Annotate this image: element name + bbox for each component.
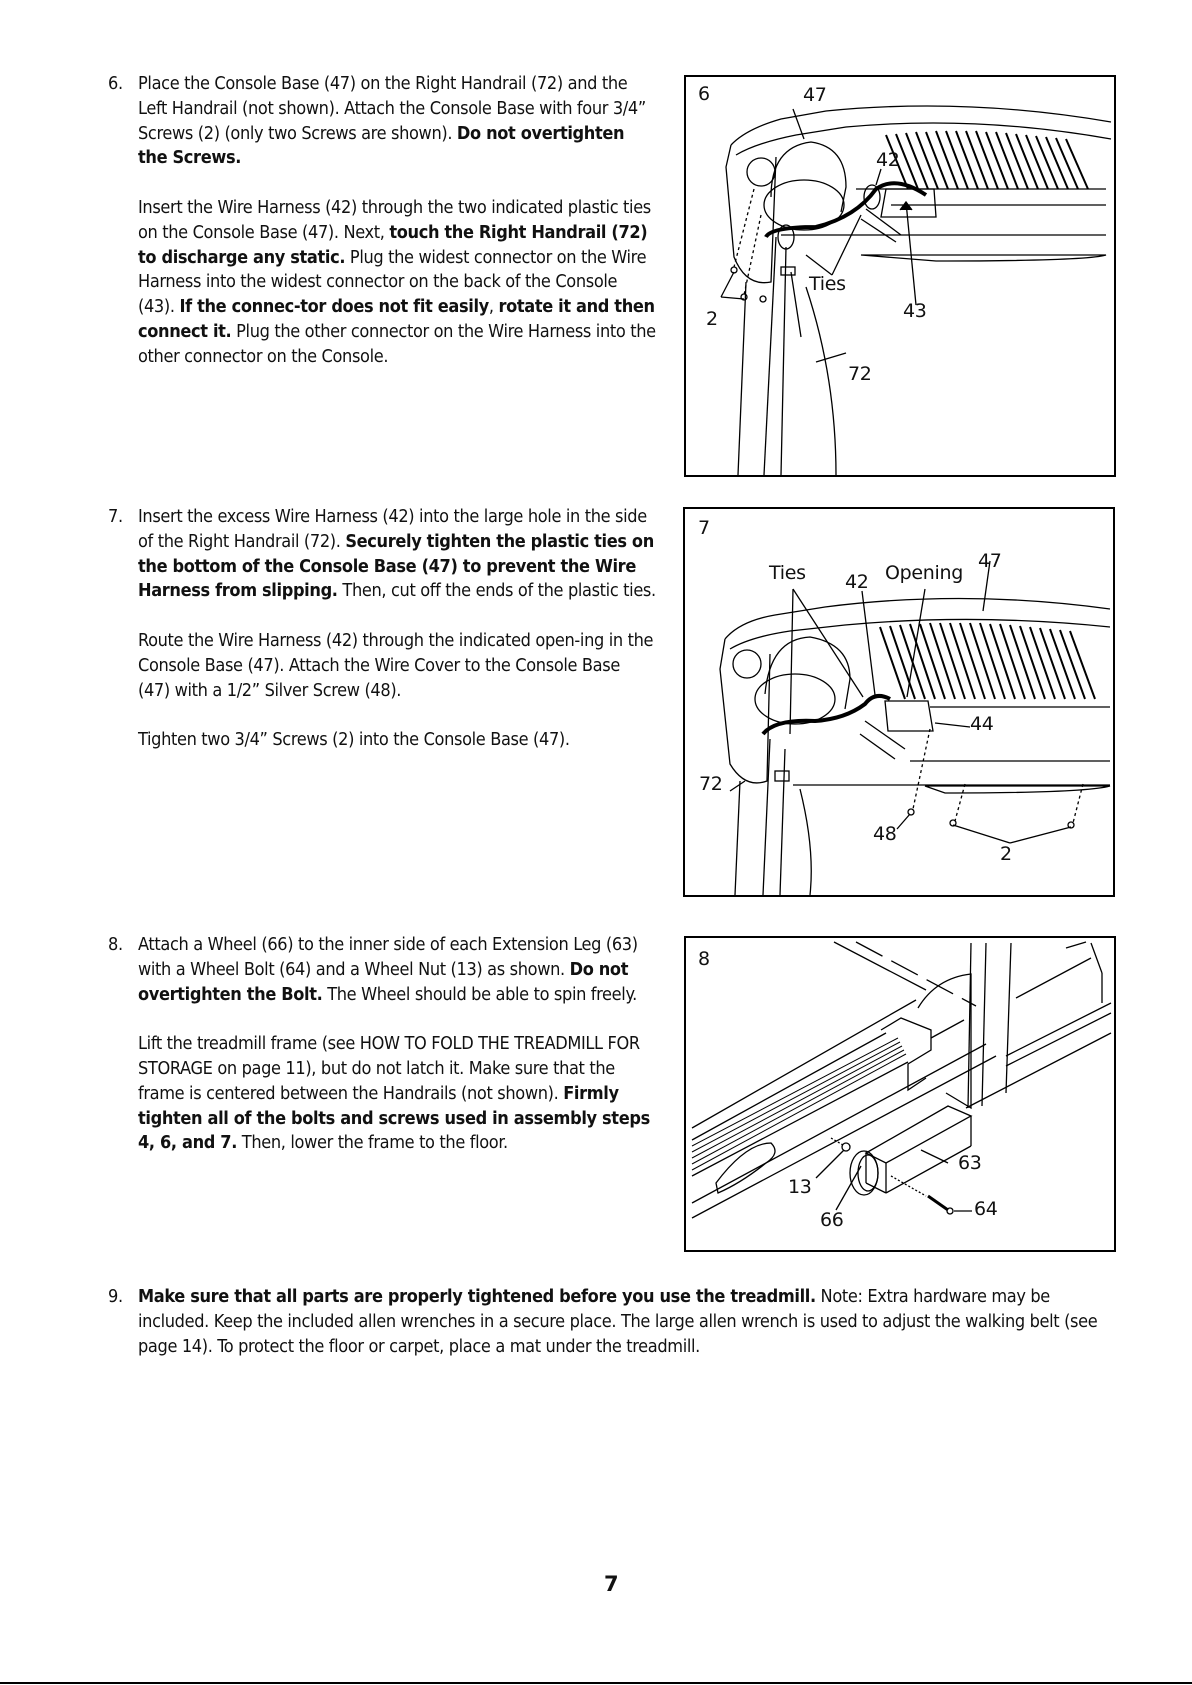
body-text: Plug the widest connector on the Wire Harness into the widest connector on the back of the Console (43). — [138, 246, 647, 318]
figure-7 — [683, 507, 1115, 897]
figure-number: 8 — [698, 948, 710, 970]
step-9 — [108, 1285, 1108, 1359]
figure-6 — [684, 75, 1116, 477]
figure-number: 7 — [698, 517, 710, 539]
body-text: The Wheel should be able to spin freely. — [322, 983, 637, 1005]
label-wire-cover: 44 — [970, 713, 994, 735]
emphasis-text: Make sure that all parts are properly tightened before you use the treadmill. — [138, 1286, 816, 1307]
step-paragraph — [138, 72, 656, 171]
emphasis-text: Securely tighten the plastic ties on the bottom of the Console Base (47) to prevent the Wire Harness from slipping. — [138, 530, 654, 602]
label-wire-harness: 42 — [876, 149, 900, 171]
label-wheel-nut: 13 — [788, 1176, 812, 1198]
footer-rule — [0, 1682, 1192, 1684]
body-text: Note: Extra hardware may be included. Keep the included allen wrenches in a secure place. The large allen wrench is used to adjust the walking belt (see page 14). To protect the floor or carpet, place a mat under the treadmill. — [138, 1286, 1098, 1357]
step-number: 7. — [108, 506, 123, 527]
label-wheel-bolt: 64 — [974, 1198, 998, 1220]
label-right-handrail: 72 — [699, 773, 723, 795]
figure-8 — [684, 936, 1116, 1252]
step-paragraph — [138, 728, 656, 753]
step-number: 6. — [108, 73, 123, 94]
label-ties: Ties — [809, 273, 846, 295]
step-paragraph — [138, 196, 656, 370]
body-text: Insert the excess Wire Harness (42) into the large hole in the side of the Right Handrail (72). — [138, 506, 647, 552]
step-body — [138, 1285, 1108, 1359]
body-text: Place the Console Base (47) on the Right Handrail (72) and the Left Handrail (not shown). Attach the Console Base with four 3/4” Screws (2) (only two Screws are shown). — [138, 73, 646, 144]
step-number: 9. — [108, 1286, 123, 1307]
label-extension-leg: 63 — [958, 1152, 982, 1174]
body-text: Attach a Wheel (66) to the inner side of each Extension Leg (63) with a Wheel Bolt (64) and a Wheel Nut (13) as shown. — [138, 934, 638, 980]
label-screws: 2 — [706, 308, 718, 330]
step-number: 8. — [108, 934, 123, 955]
step-paragraph — [138, 1032, 656, 1156]
figure-8-drawing — [686, 938, 1114, 1250]
step-paragraph — [138, 1285, 1108, 1359]
body-text: Then, cut off the ends of the plastic ties. — [337, 580, 656, 602]
body-text: Route the Wire Harness (42) through the indicated open-ing in the Console Base (47). Attach the Wire Cover to the Console Base (47) with a 1/2” Silver Screw (48). — [138, 629, 654, 701]
label-console-base: 47 — [978, 550, 1002, 572]
label-wheel: 66 — [820, 1209, 844, 1231]
emphasis-text: If the connec-tor does not fit easily — [179, 296, 489, 318]
step-paragraph — [138, 933, 656, 1007]
emphasis-text: touch the Right Handrail (72) to discharge any static. — [138, 221, 648, 268]
body-text: Tighten two 3/4” Screws (2) into the Console Base (47). — [138, 729, 570, 751]
step-body — [138, 505, 656, 753]
step-paragraph — [138, 505, 656, 604]
step-body — [138, 72, 656, 370]
label-right-handrail: 72 — [848, 363, 872, 385]
figure-6-drawing — [686, 77, 1114, 475]
page-number: 7 — [604, 1572, 619, 1596]
body-text: Insert the Wire Harness (42) through the two indicated plastic ties on the Console Base (47). Next, — [138, 196, 651, 243]
step-6 — [108, 72, 656, 370]
label-wire-harness: 42 — [845, 571, 869, 593]
step-8 — [108, 933, 656, 1156]
body-text: , — [488, 296, 499, 318]
body-text: Plug the other connector on the Wire Harness into the other connector on the Console. — [138, 320, 656, 367]
step-7 — [108, 505, 656, 753]
emphasis-text: rotate it and then connect it. — [138, 296, 655, 342]
step-paragraph — [138, 629, 656, 703]
label-screws: 2 — [1000, 843, 1012, 865]
label-silver-screw: 48 — [873, 823, 897, 845]
emphasis-text: Do not overtighten the Bolt. — [138, 958, 629, 1005]
label-opening: Opening — [885, 562, 964, 584]
label-console: 43 — [903, 300, 927, 322]
label-ties: Ties — [769, 562, 806, 584]
label-console-base: 47 — [803, 84, 827, 106]
emphasis-text: Firmly tighten all of the bolts and screws used in assembly steps 4, 6, and 7. — [138, 1082, 650, 1154]
body-text: Lift the treadmill frame (see HOW TO FOLD THE TREADMILL FOR STORAGE on page 11), but do not latch it. Make sure that the frame is centered between the Handrails (not shown). — [138, 1033, 640, 1104]
figure-number: 6 — [698, 83, 710, 105]
body-text: Then, lower the frame to the floor. — [237, 1132, 508, 1154]
step-body — [138, 933, 656, 1156]
emphasis-text: Do not overtighten the Screws. — [138, 122, 625, 169]
